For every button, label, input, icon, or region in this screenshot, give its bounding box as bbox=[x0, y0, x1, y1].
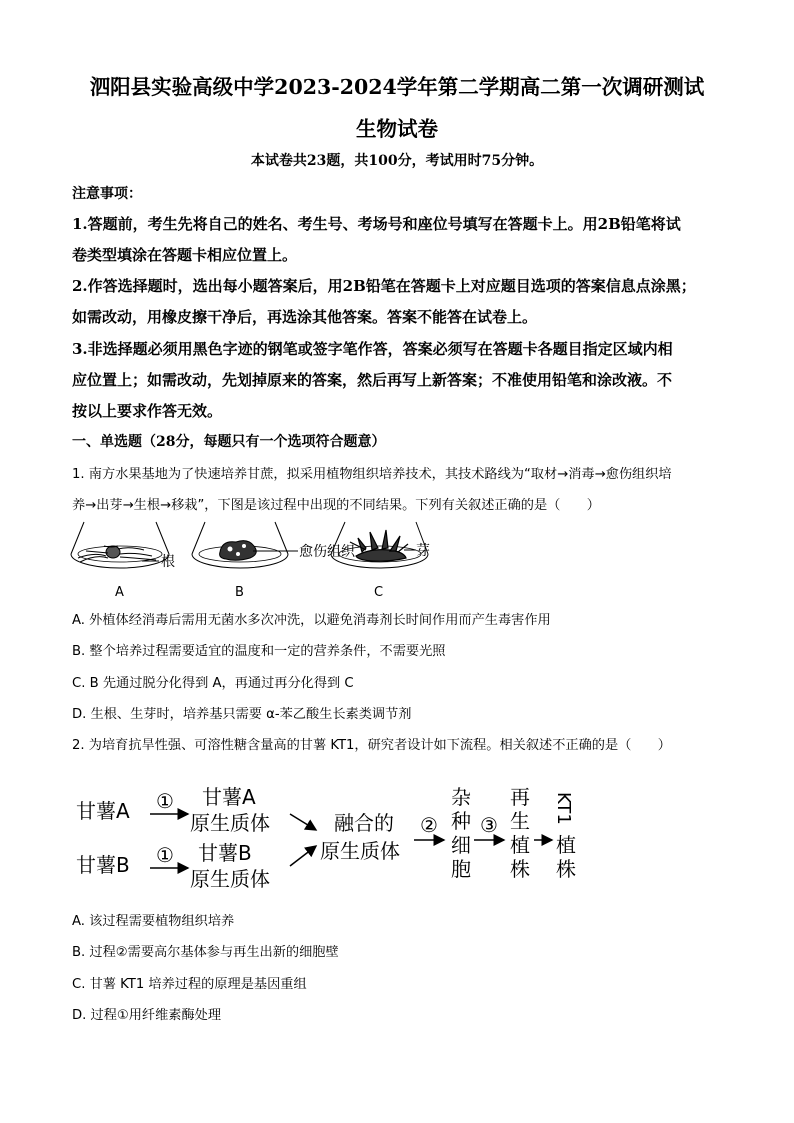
q2-option-c: C. 甘薯 KT1 培养过程的原理是基因重组 bbox=[72, 977, 307, 992]
paper-subtitle: 生物试卷 bbox=[356, 117, 438, 141]
notice-line: 1.答题前，考生先将自己的姓名、考生号、考场号和座位号填写在答题卡上。用2B铅笔将试 bbox=[72, 215, 681, 233]
flow-protoplast-a: 原生质体 bbox=[190, 811, 270, 835]
notice-line: 3.非选择题必须用黑色字迹的钢笔或签字笔作答，答案必须写在答题卡各题目指定区域内相 bbox=[72, 340, 673, 358]
dish-a bbox=[71, 522, 169, 568]
q2-option-d: D. 过程①用纤维素酶处理 bbox=[72, 1008, 222, 1023]
callus-tissue bbox=[220, 541, 257, 561]
flow-protoplast-b: 甘薯B bbox=[198, 841, 252, 865]
flow-protoplast-b: 原生质体 bbox=[190, 867, 270, 890]
callout-root: 根 bbox=[161, 554, 175, 570]
flow-hybrid-cell: 杂 bbox=[451, 785, 471, 809]
notice-line: 应位置上；如需改动，先划掉原来的答案，然后再写上新答案；不准使用铅笔和涂改液。不 bbox=[72, 371, 673, 389]
q1-option-d: D. 生根、生芽时，培养基只需要 α-苯乙酸生长素类调节剂 bbox=[72, 707, 412, 722]
notice-line: 卷类型填涂在答题卡相应位置上。 bbox=[72, 246, 298, 264]
flow-hybrid-cell: 种 bbox=[451, 809, 471, 833]
flow-sweet-potato-b: 甘薯B bbox=[76, 853, 130, 877]
exam-info: 本试卷共23题，共100分，考试用时75分钟。 bbox=[250, 153, 544, 169]
paper-title: 泗阳县实验高级中学2023-2024学年第二学期高二第一次调研测试 bbox=[89, 75, 705, 99]
callout-bud: 芽 bbox=[416, 543, 430, 559]
flow-regenerated-plant: 再 bbox=[510, 785, 530, 809]
flow-step-1: ① bbox=[156, 789, 174, 813]
flow-fused-protoplast: 原生质体 bbox=[320, 839, 400, 863]
q1-stem: 养→出芽→生根→移栽”，下图是该过程中出现的不同结果。下列有关叙述正确的是（ ） bbox=[72, 498, 600, 513]
q2-option-a: A. 该过程需要植物组织培养 bbox=[72, 914, 235, 929]
bud-tissue bbox=[350, 530, 408, 561]
notice-heading: 注意事项： bbox=[72, 186, 142, 202]
flow-step-3: ③ bbox=[480, 813, 498, 837]
flow-fused-protoplast: 融合的 bbox=[334, 811, 394, 835]
flow-hybrid-cell: 胞 bbox=[451, 857, 471, 881]
flow-kt1-label: KT1 bbox=[553, 792, 574, 825]
q2-stem: 2. 为培育抗旱性强、可溶性糖含量高的甘薯 KT1，研究者设计如下流程。相关叙述不正确的是（ ） bbox=[72, 738, 671, 753]
flow-regenerated-plant: 株 bbox=[510, 857, 530, 881]
notice-line: 2.作答选择题时，选出每小题答案后，用2B铅笔在答题卡上对应题目选项的答案信息点涂黑； bbox=[72, 277, 696, 295]
dish-label-c: C bbox=[374, 585, 384, 600]
q1-option-a: A. 外植体经消毒后需用无菌水多次冲洗，以避免消毒剂长时间作用而产生毒害作用 bbox=[72, 613, 551, 628]
q1-stem: 1. 南方水果基地为了快速培养甘蔗，拟采用植物组织培养技术，其技术路线为“取材→消毒→愈伤组织培 bbox=[72, 467, 672, 482]
q2-option-b: B. 过程②需要高尔基体参与再生出新的细胞壁 bbox=[72, 945, 339, 960]
flow-step-1b: ① bbox=[156, 843, 174, 867]
flow-kt1-plant: 植 bbox=[556, 833, 576, 857]
dish-label-a: A bbox=[115, 585, 124, 600]
flow-protoplast-a: 甘薯A bbox=[202, 785, 256, 809]
flow-sweet-potato-a: 甘薯A bbox=[76, 799, 130, 823]
q1-option-c: C. B 先通过脱分化得到 A，再通过再分化得到 C bbox=[72, 676, 354, 691]
flow-hybrid-cell: 细 bbox=[451, 833, 471, 857]
callout-callus: 愈伤组织 bbox=[299, 544, 355, 560]
q1-culture-dish-figure bbox=[60, 518, 460, 600]
notice-line: 如需改动，用橡皮擦干净后，再选涂其他答案。答案不能答在试卷上。 bbox=[72, 308, 538, 326]
dish-b bbox=[192, 522, 298, 568]
notice-line: 按以上要求作答无效。 bbox=[72, 402, 223, 420]
dish-label-b: B bbox=[235, 585, 244, 600]
flow-kt1-plant: 株 bbox=[556, 857, 576, 881]
section-heading: 一、单选题（28分，每题只有一个选项符合题意） bbox=[72, 434, 386, 450]
flow-step-2: ② bbox=[420, 813, 438, 837]
flow-regenerated-plant: 植 bbox=[510, 833, 530, 857]
q2-flow-diagram bbox=[70, 780, 610, 890]
q1-option-b: B. 整个培养过程需要适宜的温度和一定的营养条件，不需要光照 bbox=[72, 644, 446, 659]
flow-regenerated-plant: 生 bbox=[510, 809, 530, 833]
